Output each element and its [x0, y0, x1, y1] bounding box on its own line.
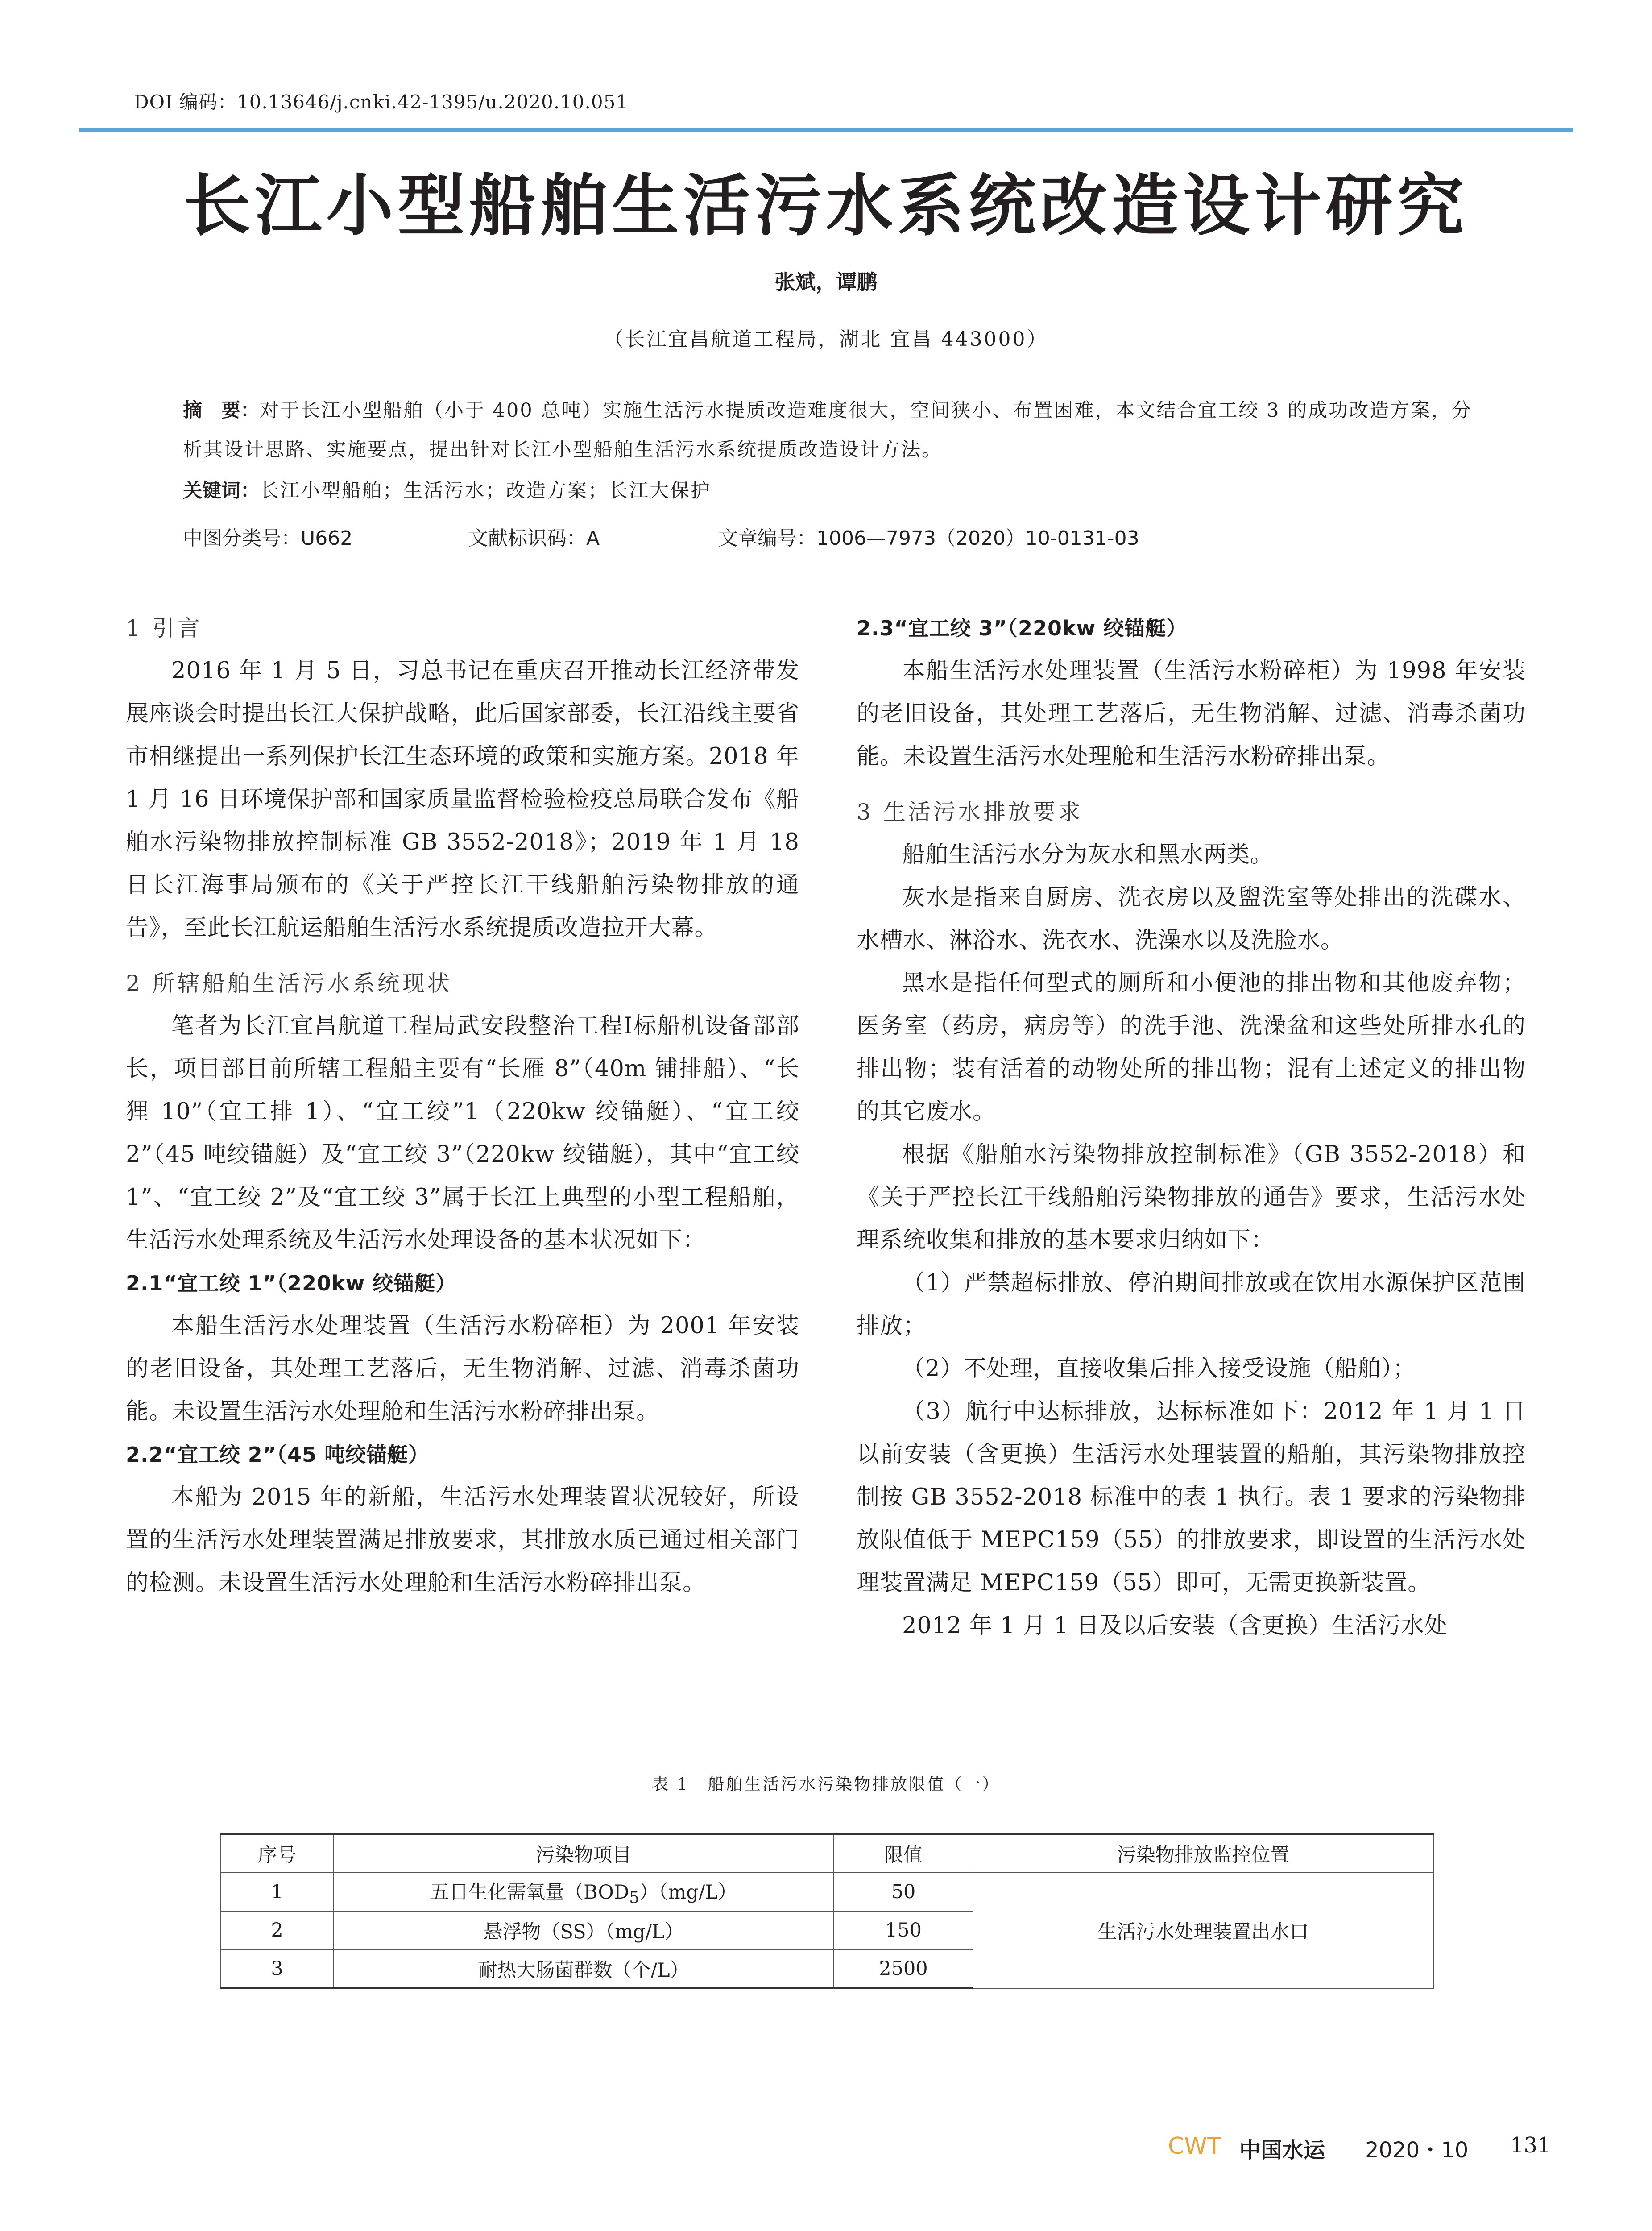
paragraph: （3）航行中达标排放，达标标准如下：2012 年 1 月 1 日以前安装（含更换）生活污水处理装置的船舶，其污染物排放控制按 GB 3552-2018 标准中的表 1 执行。表 1 要求的污染物排放限值低于 MEPC159（55）的排放要求，即设置的生活污水处理装置满足 MEPC159（55）即可，无需更换新装置。: [857, 1398, 1526, 1596]
keywords-label: 关键词：: [183, 480, 260, 502]
table-row: [221, 1873, 1433, 1911]
abstract-text: 对于长江小型船舶（小于 400 总吨）实施生活污水提质改造难度很大，空间狭小、布置困难，本文结合宜工绞 3 的成功改造方案，分析其设计思路、实施要点，提出针对长江小型船舶生活污水系统提质改造设计方法。: [183, 399, 1473, 461]
table-header: 污染物项目: [333, 1834, 834, 1873]
table-header: 限值: [834, 1834, 973, 1873]
paragraph: （1）严禁超标排放、停泊期间排放或在饮用水源保护区范围排放；: [857, 1270, 1526, 1339]
cell-item: 五日生化需氧量$(BOD_5)(mg/L)$: [333, 1873, 834, 1911]
section-heading: 1 引言: [126, 615, 203, 641]
cell-no: 3: [221, 1949, 333, 1988]
paragraph: 船舶生活污水分为灰水和黑水两类。: [902, 842, 1274, 868]
article-number: 文章编号：1006—7973（2020）10-0131-03: [718, 527, 1139, 550]
table-header: 污染物排放监控位置: [973, 1834, 1433, 1873]
cell-no: 2: [221, 1911, 333, 1949]
issue-number: 2020・10: [1365, 2138, 1469, 2163]
page-number: 131: [1510, 2133, 1551, 2158]
journal-name: 中国水运: [1239, 2138, 1325, 2163]
right-column: [857, 607, 1526, 1647]
paragraph: （2）不处理，直接收集后排入接受设施（船舶）；: [902, 1356, 1416, 1382]
header-rule: [79, 128, 1573, 132]
affiliation: （长江宜昌航道工程局，湖北 宜昌 443000）: [604, 328, 1048, 351]
paragraph: 2016 年 1 月 5 日，习总书记在重庆召开推动长江经济带发展座谈会时提出长江大保护战略，此后国家部委，长江沿线主要省市相继提出一系列保护长江生态环境的政策和实施方案。2018 年 1 月 16 日环境保护部和国家质量监督检验检疫总局联合发布《船舶水污染物排放控制标准 GB 3552-2018》；2019 年 1 月 18 日长江海事局颁布的《关于严控长江干线船舶污染物排放的通告》，至此长江航运船舶生活污水系统提质改造拉开大幕。: [126, 658, 799, 941]
cell-limit: 150: [834, 1911, 973, 1949]
cell-no: 1: [221, 1873, 333, 1911]
abstract: [183, 391, 1486, 469]
paragraph: 2012 年 1 月 1 日及以后安装（含更换）生活污水处: [902, 1613, 1448, 1639]
abstract-label: 摘 要：: [183, 399, 260, 422]
cell-limit: 2500: [834, 1949, 973, 1988]
document-code: 文献标识码：A: [468, 527, 600, 550]
paragraph: 笔者为长江宜昌航道工程局武安段整治工程Ⅰ标船机设备部部长，项目部目前所辖工程船主要有“长雁 8”（40m 铺排船）、“长狸 10”（宜工排 1）、“宜工绞”1（220kw 绞锚艇）、“宜工绞 2”（45 吨绞锚艇）及“宜工绞 3”（220kw 绞锚艇），其中“宜工绞 1”、“宜工绞 2”及“宜工绞 3”属于长江上典型的小型工程船舶，生活污水处理系统及生活污水处理设备的基本状况如下：: [126, 1013, 799, 1253]
paragraph: 本船生活污水处理装置（生活污水粉碎柜）为 1998 年安装的老旧设备，其处理工艺落后，无生物消解、过滤、消毒杀菌功能。未设置生活污水处理舱和生活污水粉碎排出泵。: [857, 658, 1526, 770]
section-heading: 2.1“宜工绞 1”（220kw 绞锚艇）: [126, 1271, 457, 1295]
table-caption: 表 1 船舶生活污水污染物排放限值（一）: [651, 1775, 1001, 1794]
section-heading: 2.3“宜工绞 3”（220kw 绞锚艇）: [857, 616, 1188, 640]
cell-item: 耐热大肠菌群数（个/L）: [333, 1949, 834, 1988]
authors: 张斌，谭鹏: [774, 270, 878, 294]
doi-line: DOI 编码：10.13646/j.cnki.42-1395/u.2020.10.051: [134, 91, 629, 113]
clc-number: 中图分类号：U662: [183, 527, 353, 550]
cell-location: 生活污水处理装置出水口: [973, 1873, 1433, 1988]
cell-item: 悬浮物（SS）（mg/L）: [333, 1911, 834, 1949]
emission-limits-table: [220, 1833, 1434, 1989]
table-header: 序号: [221, 1834, 333, 1873]
section-heading: 3 生活污水排放要求: [857, 799, 1083, 825]
paragraph: 灰水是指来自厨房、洗衣房以及盥洗室等处排出的洗碟水、水槽水、淋浴水、洗衣水、洗澡水以及洗脸水。: [857, 884, 1526, 954]
cell-limit: 50: [834, 1873, 973, 1911]
keywords: [183, 471, 1486, 510]
paragraph: 本船为 2015 年的新船，生活污水处理装置状况较好，所设置的生活污水处理装置满足排放要求，其排放水质已通过相关部门的检测。未设置生活污水处理舱和生活污水粉碎排出泵。: [126, 1484, 799, 1596]
journal-logo: CWT: [1168, 2133, 1221, 2160]
section-heading: 2.2“宜工绞 2”（45 吨绞锚艇）: [126, 1443, 430, 1467]
keywords-text: 长江小型船舶；生活污水；改造方案；长江大保护: [260, 480, 711, 502]
paper-title: 长江小型船舶生活污水系统改造设计研究: [183, 166, 1469, 245]
paragraph: 根据《船舶水污染物排放控制标准》（GB 3552-2018）和《关于严控长江干线船舶污染物排放的通告》要求，生活污水处理系统收集和排放的基本要求归纳如下：: [857, 1141, 1526, 1253]
left-column: [126, 607, 799, 1605]
paragraph: 黑水是指任何型式的厕所和小便池的排出物和其他废弃物；医务室（药房，病房等）的洗手池、洗澡盆和这些处所排水孔的排出物；装有活着的动物处所的排出物；混有上述定义的排出物的其它废水。: [857, 970, 1526, 1125]
section-heading: 2 所辖船舶生活污水系统现状: [126, 970, 452, 996]
paragraph: 本船生活污水处理装置（生活污水粉碎柜）为 2001 年安装的老旧设备，其处理工艺落后，无生物消解、过滤、消毒杀菌功能。未设置生活污水处理舱和生活污水粉碎排出泵。: [126, 1313, 799, 1425]
